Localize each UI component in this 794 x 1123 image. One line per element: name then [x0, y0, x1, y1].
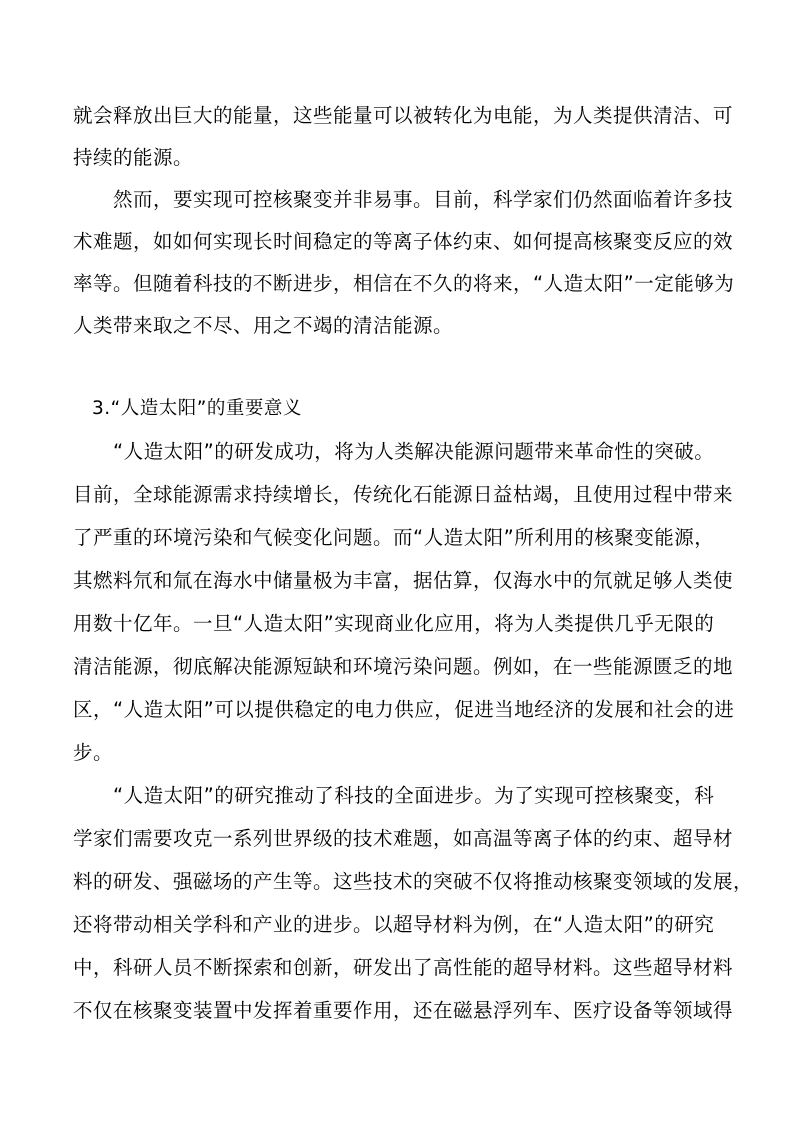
text-line: 然而，要实现可控核聚变并非易事。目前，科学家们仍然面临着许多技: [73, 188, 734, 211]
text-line: 料的研发、强磁场的产生等。这些技术的突破不仅将推动核聚变领域的发展，: [73, 870, 754, 893]
text-line: 用数十亿年。一旦“人造太阳”实现商业化应用，将为人类提供几乎无限的: [73, 612, 715, 635]
text-line: 还将带动相关学科和产业的进步。以超导材料为例，在“人造太阳”的研究: [73, 913, 715, 936]
text-line: “人造太阳”的研发成功，将为人类解决能源问题带来革命性的突破。: [73, 440, 715, 463]
text-line: 学家们需要攻克一系列世界级的技术难题，如高温等离子体的约束、超导材: [73, 827, 734, 850]
text-line: 术难题，如如何实现长时间稳定的等离子体约束、如何提高核聚变反应的效: [73, 230, 734, 253]
text-line: 了严重的环境污染和气候变化问题。而“人造太阳”所利用的核聚变能源，: [73, 526, 715, 549]
text-line: 不仅在核聚变装置中发挥着重要作用，还在磁悬浮列车、医疗设备等领域得: [73, 999, 734, 1022]
text-line: 人类带来取之不尽、用之不竭的清洁能源。: [73, 314, 454, 337]
text-line: 持续的能源。: [73, 146, 194, 169]
text-line: “人造太阳”的研究推动了科技的全面进步。为了实现可控核聚变，科: [73, 784, 715, 807]
text-line: 目前，全球能源需求持续增长，传统化石能源日益枯竭，且使用过程中带来: [73, 483, 734, 506]
text-line: 中，科研人员不断探索和创新，研发出了高性能的超导材料。这些超导材料: [73, 956, 734, 979]
section-heading: 3.“人造太阳”的重要意义: [73, 398, 302, 419]
text-line: 清洁能源，彻底解决能源短缺和环境污染问题。例如，在一些能源匮乏的地: [73, 655, 734, 678]
text-line: 就会释放出巨大的能量，这些能量可以被转化为电能，为人类提供清洁、可: [73, 104, 734, 127]
text-line: 率等。但随着科技的不断进步，相信在不久的将来，“人造太阳”一定能够为: [73, 272, 735, 295]
text-line: 步。: [73, 741, 114, 764]
text-line: 其燃料氘和氚在海水中储量极为丰富，据估算，仅海水中的氘就足够人类使: [73, 569, 734, 592]
text-line: 区，“人造太阳”可以提供稳定的电力供应，促进当地经济的发展和社会的进: [73, 698, 735, 721]
